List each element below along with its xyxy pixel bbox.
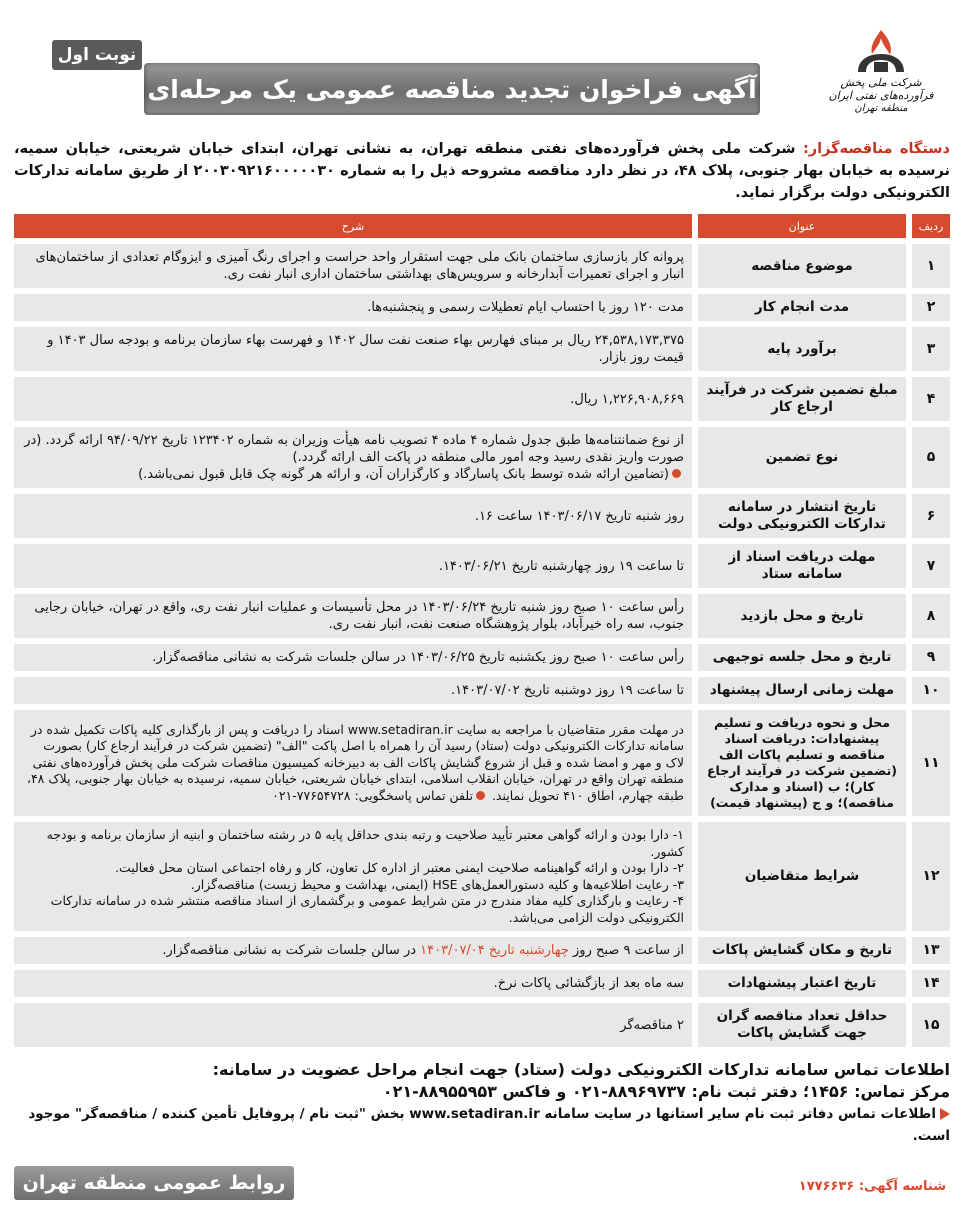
title-banner <box>144 63 760 115</box>
condition-item: ۱- دارا بودن و ارائه گواهی معتبر تأیید صلاحیت و رتبه بندی حداقل پایه ۵ در رشته ساختمان و ابنیه از سازمان برنامه و بودجه کشور. <box>46 827 684 859</box>
row-desc: سه ماه بعد از بازگشائی پاکات نرخ. <box>14 970 692 997</box>
table-row <box>14 494 950 538</box>
tender-table <box>14 208 950 1053</box>
row-title: موضوع مناقصه <box>698 244 906 288</box>
row-num: ۷ <box>912 544 950 588</box>
table-row <box>14 710 950 816</box>
row-title: مبلغ تضمین شرکت در فرآیند ارجاع کار <box>698 377 906 421</box>
opening-pre: از ساعت ۹ صبح روز <box>573 943 684 958</box>
table-row <box>14 327 950 371</box>
intro-paragraph <box>14 138 950 204</box>
row-desc <box>14 710 692 816</box>
row-title: محل و نحوه دریافت و تسلیم پیشنهادات: دریافت اسناد مناقصه و تسلیم پاکات الف (تضمین شرکت در فرآیند ارجاع کار)؛ ب (اسناد و مدارک مناقصه)؛ و ج (پیشنهاد قیمت) <box>698 710 906 816</box>
table-row <box>14 937 950 964</box>
row-desc: تا ساعت ۱۹ روز دوشنبه تاریخ ۱۴۰۳/۰۷/۰۲. <box>14 677 692 704</box>
row-num: ۲ <box>912 294 950 321</box>
footer-contact <box>14 1059 950 1147</box>
badge-first-round: نوبت اول <box>52 40 142 70</box>
row-title: تاریخ انتشار در سامانه تدارکات الکترونیکی دولت <box>698 494 906 538</box>
row-desc: ۲۴,۵۳۸,۱۷۳,۳۷۵ ریال بر مبنای فهارس بهاء صنعت نفت سال ۱۴۰۲ و فهرست بهاء سازمان برنامه و بودجه سال ۱۴۰۳ و قیمت روز بازار. <box>14 327 692 371</box>
pointer-icon <box>940 1108 950 1120</box>
row-num: ۱۴ <box>912 970 950 997</box>
row-desc <box>14 937 692 964</box>
condition-item: ۲- دارا بودن و ارائه گواهینامه صلاحیت ایمنی معتبر از اداره کل تعاون، کار و رفاه اجتماعی استان محل فعالیت. <box>114 860 684 875</box>
table-header-row <box>14 214 950 238</box>
table-row <box>14 294 950 321</box>
row-desc <box>14 822 692 931</box>
table-row <box>14 377 950 421</box>
row-title: مدت انجام کار <box>698 294 906 321</box>
header-num: ردیف <box>912 214 950 238</box>
row-desc: تا ساعت ۱۹ روز چهارشنبه تاریخ ۱۴۰۳/۰۶/۲۱. <box>14 544 692 588</box>
row-desc: مدت ۱۲۰ روز با احتساب ایام تعطیلات رسمی و پنجشنبه‌ها. <box>14 294 692 321</box>
footer-line-3-text: اطلاعات تماس دفاتر ثبت نام سایر استانها در سایت سامانه www.setadiran.ir بخش "ثبت نام / پروفایل تأمین کننده / مناقصه‌گر" موجود است. <box>28 1106 950 1144</box>
table-row <box>14 244 950 288</box>
header-title: عنوان <box>698 214 906 238</box>
row-num: ۶ <box>912 494 950 538</box>
condition-item: ۳- رعایت اطلاعیه‌ها و کلیه دستورالعمل‌های HSE (ایمنی، بهداشت و محیط زیست) مناقصه‌گزار. <box>190 876 684 892</box>
row-title: تاریخ و محل بازدید <box>698 594 906 638</box>
row-title: نوع تضمین <box>698 427 906 488</box>
opening-post: در سالن جلسات شرکت به نشانی مناقصه‌گزار. <box>162 943 417 958</box>
row-title: تاریخ اعتبار پیشنهادات <box>698 970 906 997</box>
row-num: ۸ <box>912 594 950 638</box>
row-desc <box>14 427 692 488</box>
intro-label: دستگاه مناقصه‌گزار: <box>803 141 950 157</box>
row-desc: پروانه کار بازسازی ساختمان بانک ملی جهت استقرار واحد حراست و اجرای رنگ آمیزی و ایزوگام تعدادی از ساختمان‌های انبار و اجرای تعمیرات آبدارخانه و سرویس‌های بهداشتی ساختمان اداری انبار نفت ری. <box>14 244 692 288</box>
row-num: ۱۱ <box>912 710 950 816</box>
contact-phone: تلفن تماس پاسخگویی: ۷۷۶۵۴۷۲۸-۰۲۱ <box>272 787 473 803</box>
row-desc: رأس ساعت ۱۰ صبح روز یکشنبه تاریخ ۱۴۰۳/۰۶/۲۵ در سالن جلسات شرکت به نشانی مناقصه‌گزار. <box>14 644 692 671</box>
row-title: تاریخ و مکان گشایش پاکات <box>698 937 906 964</box>
table-row <box>14 822 950 931</box>
condition-item: ۴- رعایت و بارگذاری کلیه مفاد مندرج در متن شرایط عمومی و برگشماری از اسناد مناقصه منتشر شده در سامانه تدارکات الکترونیکی دولت الزامی می‌باشد. <box>50 893 684 925</box>
row-title: تاریخ و محل جلسه توجیهی <box>698 644 906 671</box>
row-num: ۱ <box>912 244 950 288</box>
row-num: ۱۳ <box>912 937 950 964</box>
row-title: شرایط متقاضیان <box>698 822 906 931</box>
row-title: مهلت دریافت اسناد از سامانه ستاد <box>698 544 906 588</box>
table-row <box>14 427 950 488</box>
row-num: ۴ <box>912 377 950 421</box>
opening-date: چهارشنبه تاریخ ۱۴۰۳/۰۷/۰۴ <box>420 943 569 958</box>
footer-line-2: مرکز تماس: ۱۴۵۶؛ دفتر ثبت نام: ۸۸۹۶۹۷۳۷-۰۲۱ و فاکس ۸۸۹۵۵۹۵۳-۰۲۱ <box>382 1082 950 1101</box>
ad-id: شناسه آگهی: ۱۷۷۶۶۳۶ <box>798 1179 946 1194</box>
header-desc: شرح <box>14 214 692 238</box>
table-row <box>14 644 950 671</box>
company-logo <box>816 28 946 115</box>
bullet-icon <box>476 791 485 800</box>
table-row <box>14 594 950 638</box>
guarantee-note: (تضامین ارائه شده توسط بانک پاسارگاد و کارگزاران آن، و ارائه هر گونه چک قابل قبول نمی‌باشد.) <box>138 467 669 482</box>
submission-text: در مهلت مقرر متقاضیان با مراجعه به سایت www.setadiran.ir اسناد را دریافت و پس از بارگذاری کلیه پاکات تکمیل شده در سامانه تدارکات الکترونیکی دولت (ستاد) رسید آن را همراه با اصل پاکت "الف" (تضمین شرکت در فرآیند ارجاع کار) بصورت لاک و مهر و امضا شده و قبل از شروع گشایش پاکات الف به دبیرخانه کمیسیون مناقصات شرکت ملی پخش فرآورده‌های نفتی منطقه تهران واقع در تهران، خیابان انقلاب اسلامی، ابتدای خیابان شریعتی، خیابان سمیه، نرسیده به خیابان بهار جنوبی، پلاک ۴۸، طبقه چهارم، اطاق ۴۱۰ تحویل نمایند. <box>26 721 684 803</box>
public-relations-bar: روابط عمومی منطقه تهران <box>14 1166 294 1200</box>
logo-region: منطقه تهران <box>854 103 908 114</box>
row-desc: ۱,۲۲۶,۹۰۸,۶۶۹ ریال. <box>14 377 692 421</box>
flame-logo-icon <box>850 28 912 76</box>
bullet-icon <box>672 469 681 478</box>
logo-company-name: شرکت ملی پخش فرآورده‌های نفتی ایران <box>828 76 934 102</box>
row-num: ۵ <box>912 427 950 488</box>
row-title: مهلت زمانی ارسال پیشنهاد <box>698 677 906 704</box>
row-title: برآورد پایه <box>698 327 906 371</box>
header <box>14 8 950 128</box>
table-row <box>14 970 950 997</box>
row-desc: ۲ مناقصه‌گر <box>14 1003 692 1047</box>
row-num: ۱۰ <box>912 677 950 704</box>
table-row <box>14 677 950 704</box>
row-desc: رأس ساعت ۱۰ صبح روز شنبه تاریخ ۱۴۰۳/۰۶/۲۴ در محل تأسیسات و عملیات انبار نفت ری، واقع در تهران، خیابان رجایی جنوب، سه راه خیرآباد، بلوار پژوهشگاه صنعت نفت، انبار نفت ری. <box>14 594 692 638</box>
footer-line-1: اطلاعات تماس سامانه تدارکات الکترونیکی دولت (ستاد) جهت انجام مراحل عضویت در سامانه: <box>212 1060 950 1079</box>
row-num: ۳ <box>912 327 950 371</box>
row-num: ۱۵ <box>912 1003 950 1047</box>
footer-line-3 <box>14 1103 950 1147</box>
table-row <box>14 544 950 588</box>
intro-text: شرکت ملی پخش فرآورده‌های نفتی منطقه تهران، به نشانی تهران، ابتدای خیابان شریعتی، خیابان سمیه، نرسیده به خیابان بهار جنوبی، پلاک ۴۸، در نظر دارد مناقصه مشروحه ذیل را به شماره ۲۰۰۳۰۹۲۱۶۰۰۰۰۰۳۰ از طریق سامانه تدارکات الکترونیکی دولت برگزار نماید. <box>14 141 950 201</box>
row-num: ۱۲ <box>912 822 950 931</box>
row-title: حداقل تعداد مناقصه گران جهت گشایش پاکات <box>698 1003 906 1047</box>
row-num: ۹ <box>912 644 950 671</box>
page-title: آگهی فراخوان تجدید مناقصه عمومی یک مرحله‌ای <box>147 74 757 104</box>
guarantee-text: از نوع ضمانتنامه‌ها طبق جدول شماره ۴ ماده ۴ تصویب نامه هیأت وزیران به شماره ۱۲۳۴۰۲ تاریخ ۹۴/۰۹/۲۲ ارائه گردد. (در صورت واریز نقدی رسید وجه امور مالی منطقه در پاکت الف ارائه گردد.) <box>24 433 684 465</box>
table-row <box>14 1003 950 1047</box>
row-desc: روز شنبه تاریخ ۱۴۰۳/۰۶/۱۷ ساعت ۱۶. <box>14 494 692 538</box>
